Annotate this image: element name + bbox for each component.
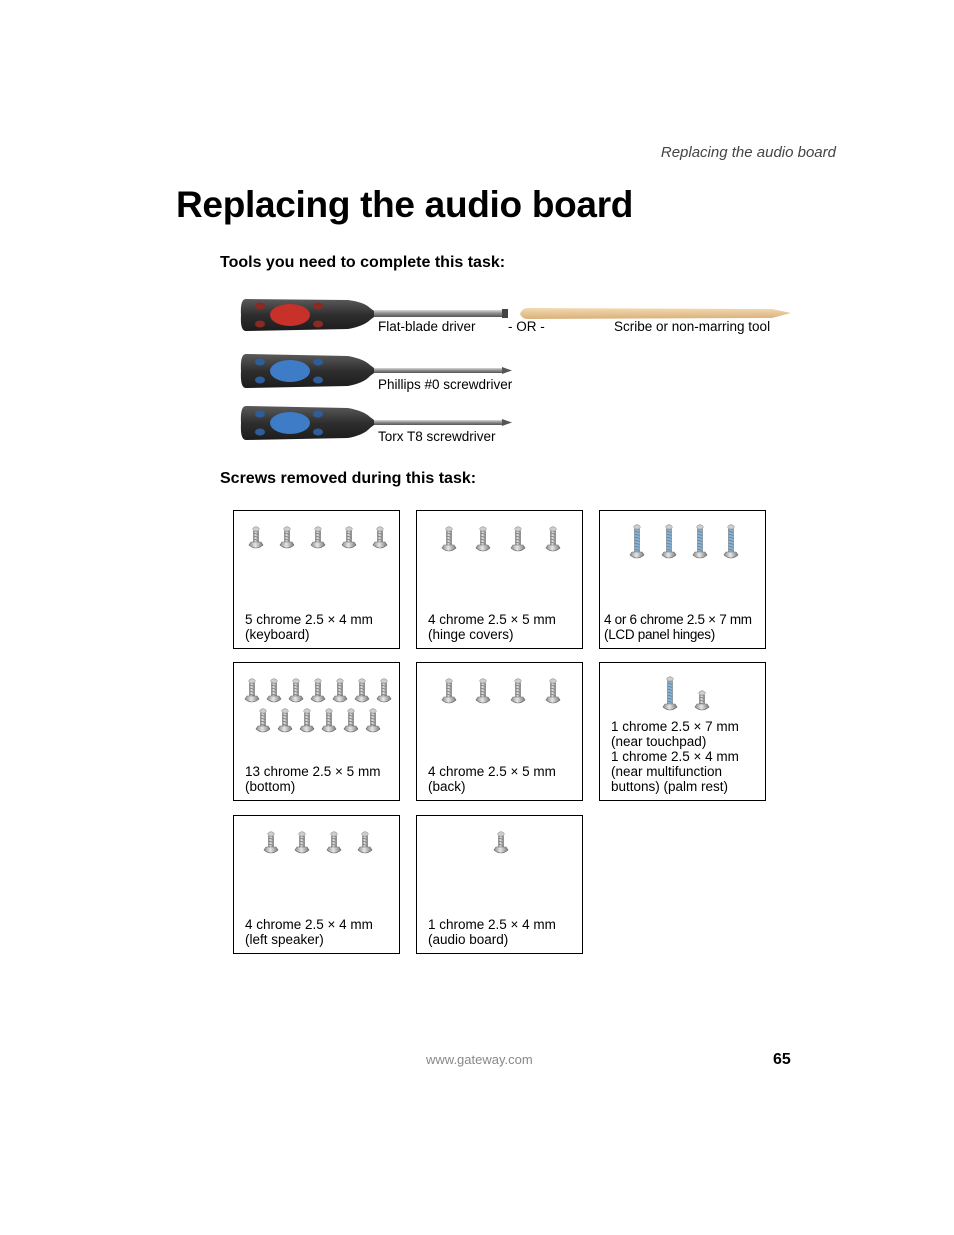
page-number: 65 — [773, 1051, 791, 1068]
screw-icon — [366, 709, 380, 732]
screw-box-caption: 4 or 6 chrome 2.5 × 7 mm (LCD panel hinges) — [604, 612, 752, 642]
tools-heading: Tools you need to complete this task: — [220, 254, 506, 271]
screw-icon — [476, 679, 490, 703]
screw-icon — [511, 527, 525, 551]
screw-icon — [311, 679, 325, 702]
screw-icon — [289, 679, 303, 702]
screws-illustration — [417, 511, 582, 571]
screw-box-caption: 1 chrome 2.5 × 7 mm (near touchpad) 1 chrome 2.5 × 4 mm (near multifunction buttons) (palm rest) — [611, 719, 739, 794]
screw-icon — [278, 709, 292, 732]
screws-heading: Screws removed during this task: — [220, 470, 477, 487]
screw-icon — [693, 525, 707, 558]
screw-icon — [662, 525, 676, 558]
screw-icon — [249, 527, 263, 548]
screw-icon — [442, 527, 456, 551]
screws-illustration — [234, 663, 399, 743]
screw-box-bottom — [233, 662, 400, 801]
screw-icon — [264, 832, 278, 853]
screw-icon — [546, 527, 560, 551]
screw-box-back — [416, 662, 583, 801]
screw-icon — [630, 525, 644, 558]
screw-box-hinge-covers — [416, 510, 583, 649]
tools-illustration — [240, 290, 800, 450]
torx-screwdriver-label: Torx T8 screwdriver — [378, 429, 496, 444]
screw-icon — [327, 832, 341, 853]
screw-box-caption: 4 chrome 2.5 × 5 mm (back) — [428, 764, 556, 794]
screw-icon — [511, 679, 525, 703]
screw-box-caption: 4 chrome 2.5 × 5 mm (hinge covers) — [428, 612, 556, 642]
screw-icon — [663, 677, 677, 710]
screw-icon — [344, 709, 358, 732]
screw-grid — [233, 510, 773, 960]
screw-icon — [333, 679, 347, 702]
screw-box-left-speaker — [233, 815, 400, 954]
screw-icon — [256, 709, 270, 732]
screw-icon — [322, 709, 336, 732]
screw-icon — [267, 679, 281, 702]
screw-icon — [245, 679, 259, 702]
screw-icon — [546, 679, 560, 703]
scribe-tool-label: Scribe or non-marring tool — [614, 319, 771, 334]
screw-icon — [295, 832, 309, 853]
screw-icon — [358, 832, 372, 853]
screw-box-lcd-panel-hinges — [599, 510, 766, 649]
screws-illustration — [234, 816, 399, 876]
screw-icon — [342, 527, 356, 548]
screw-icon — [695, 691, 709, 710]
running-header: Replacing the audio board — [660, 144, 836, 161]
screw-icon — [377, 679, 391, 702]
screws-illustration — [600, 663, 765, 723]
screw-icon — [442, 679, 456, 703]
flat-blade-driver-label: Flat-blade driver — [378, 319, 476, 334]
screw-box-caption: 4 chrome 2.5 × 4 mm (left speaker) — [245, 917, 373, 947]
screw-box-audio-board — [416, 815, 583, 954]
screw-box-keyboard — [233, 510, 400, 649]
screw-icon — [300, 709, 314, 732]
screw-icon — [311, 527, 325, 548]
footer-url: www.gateway.com — [426, 1052, 533, 1067]
screw-icon — [355, 679, 369, 702]
screw-icon — [476, 527, 490, 551]
screws-illustration — [417, 816, 582, 876]
screw-box-caption: 13 chrome 2.5 × 5 mm (bottom) — [245, 764, 381, 794]
phillips-screwdriver-label: Phillips #0 screwdriver — [378, 377, 513, 392]
screw-box-caption: 1 chrome 2.5 × 4 mm (audio board) — [428, 917, 556, 947]
screws-illustration — [600, 511, 765, 571]
screws-illustration — [417, 663, 582, 723]
screws-illustration — [234, 511, 399, 571]
screw-box-caption: 5 chrome 2.5 × 4 mm (keyboard) — [245, 612, 373, 642]
page-title: Replacing the audio board — [176, 184, 634, 225]
screw-icon — [494, 832, 508, 853]
screw-icon — [373, 527, 387, 548]
screw-icon — [724, 525, 738, 558]
screw-box-palm-rest — [599, 662, 766, 801]
screw-icon — [280, 527, 294, 548]
or-label: - OR - — [508, 319, 545, 334]
